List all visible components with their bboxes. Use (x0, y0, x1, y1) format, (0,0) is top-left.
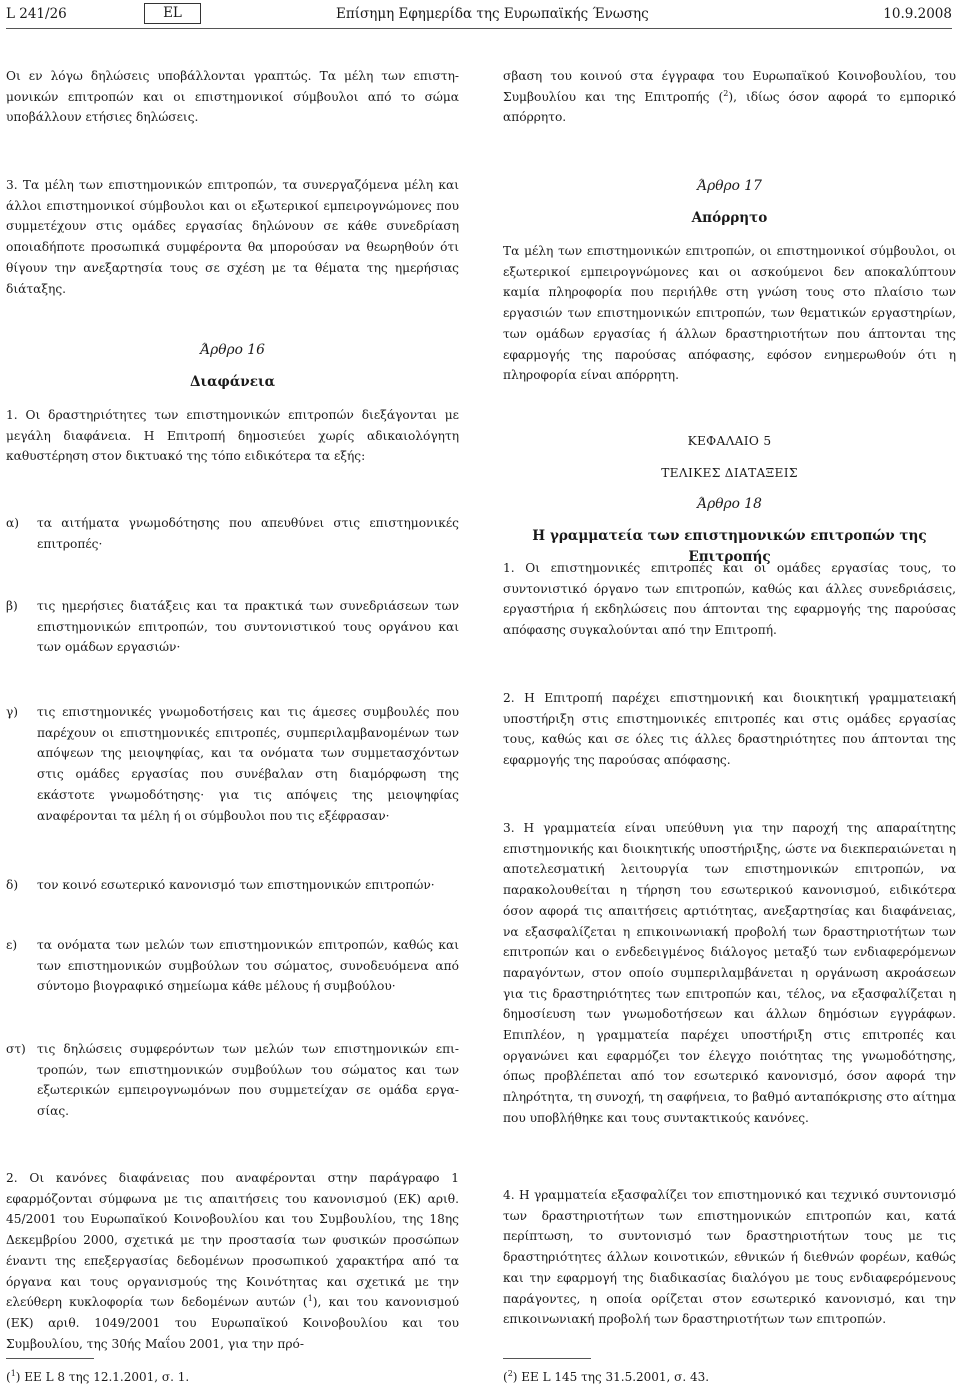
article-18-paragraph-1: 1. Οι επιστημονικές επιτροπές και οι ομάδες εργασίας τους, το συντονιστικό όργανο των επιτροπών, καθώς και άλλες συνεδριάσεις, εργαστήρια ή εκδηλώσεις που άπτονται της εφαρμογής της παρούσας απόφασης συγκαλούνται από την Επιτροπή. (503, 561, 956, 638)
article-18-number: Άρθρο 18 (697, 496, 762, 512)
article-18-paragraph-2: 2. Η Επιτροπή παρέχει επιστημονική και διοικητική γραμματειακή υποστήριξη στις επιστημονικές επιτροπές και στις ομάδες εργασίας τους, καθώς και σε όλες τις άλλες δραστηριότητες που άπτονται της εφαρμογής της παρούσας απόφασης. (503, 691, 956, 768)
article-18-title: Η γραμματεία των επιστημονικών επιτροπών της Επιτροπής (532, 528, 927, 565)
article-16-paragraph-2: 2. Οι κανόνες διαφάνειας που αναφέρονται στην παράγραφο 1 εφαρμόζονται σύμφωνα με τις απαιτήσεις του κανονισμού (ΕΚ) αριθ. 45/2001 του Ευρωπαϊκού Κοινοβουλίου και του Συμβουλίου, της 18ης Δεκεμβρίου 2000, σχετικά με την προστασία των φυσικών προσώπων έναντι της επεξεργασίας δεδομένων προσωπικού χαρακτήρα από τα όργανα και τους οργανισμούς της Κοινότητας και σχετικά με την ελεύθερη κυκλοφορία των δεδομένων αυτών ($^1$), και του κανονισμού (ΕΚ) αριθ. 1049/2001 του Ευρωπαϊκού Κοινοβουλίου και του Συμβουλίου, της 30ής Μαΐου 2001, για την πρό- (6, 1171, 459, 1351)
article-18-paragraph-4: 4. Η γραμματεία εξασφαλίζει τον επιστημονικό και τεχνικό συντονισμό των δραστηριοτήτων των επιστημονικών επιτροπών και, κατά περίπτωση, το συντονισμό των δραστηριοτήτων τους με τις δραστηριότητες άλλων κοινοτικών, εθνικών ή διεθνών φορέων, καθώς και την εφαρμογή της διαδικασίας διαλόγου με τους ενδιαφερόμενους παράγοντες, η οποία ορίζεται στον εσωτερικό κανονισμό, και την επικοινωνιακή προβολή των δραστηριοτήτων των επιτροπών. (503, 1188, 956, 1327)
article-16-title: Διαφάνεια (189, 374, 276, 390)
article-16-number: Άρθρο 16 (200, 342, 265, 358)
publication-date: 10.9.2008 (883, 6, 952, 22)
list-item-text: τα αιτήματα γνωμοδότησης που απευθύνει στις επιστημονικές επιτροπές· (37, 516, 459, 551)
footnote-rule-right (503, 1358, 591, 1359)
list-item-text: τα ονόματα των μελών των επιστημονικών επιτροπών, καθώς και των επιστημονικών συμβούλων του σώματος, συνοδευόμενα από σύντομο βιογραφικό σημείωμα κάθε μέλους ή συμβούλου· (37, 938, 459, 994)
article-18-paragraph-3: 3. Η γραμματεία είναι υπεύθυνη για την παροχή της απαραίτητης επιστημονικής και διοικητικής υποστήριξης, ώστε να διεκπεραιώνεται η αποτελεσματική λειτουργία των επιστημονικών επιτροπών, να παρακολουθείται η τήρηση του εσωτερικού κανονισμού, ειδικότερα όσον αφορά τις απαιτήσεις αρτιότητας, ανεξαρτησίας και διαφάνειας, να εξασφαλίζεται η επικοινωνιακή προβολή των δραστηριοτήτων των επιτροπών και ο ενδεδειγμένος διάλογος μεταξύ των ενδιαφερόμενων παραγόντων, στον οποίο συμπεριλαμβάνεται η οργάνωση ακροάσεων για τις δραστηριότητες των επιτροπών και, τέλος, να εξασφαλίζεται η δημοσίευση των γνωμοδοτήσεων και άλλων δημόσιων εγγράφων. Επιπλέον, η γραμματεία παρέχει υποστήριξη στις επιτροπές και οργανώνει και εφαρμόζει τον έλεγχο ποιότητας της γνωμοδότησης, όπως προβλέπεται από τον εσωτερικό κανονισμό, όσον αφορά την πληρότητα, τη συνοχή, τη σαφήνεια, το βαθμό ανταπόκρισης στο αίτημα που υποβλήθηκε και τους συντακτικούς κανόνες. (503, 821, 956, 1125)
list-item-text: τις επιστημονικές γνωμοδοτήσεις και τις άμεσες συμβουλές που παρέχουν οι επιστημονικές επιτροπές, συμπεριλαμβανομένων των απόψεων της μειοψηφίας, και τα ονόματα των συμμετασχόντων στις ομάδες εργασίας που συνέβαλαν στη διαμόρφωση της εκάστοτε γνωμοδότησης· για τις απόψεις της μειοψηφίας αναφέρονται τα μέλη ή οι σύμβουλοι που τις εξέφρασαν· (37, 705, 459, 823)
footnote-2: ($^2$) EE L 145 της 31.5.2001, σ. 43. (503, 1369, 710, 1384)
language-badge: EL (144, 3, 201, 24)
article-17-number: Άρθρο 17 (697, 178, 762, 194)
header-rule (6, 28, 952, 29)
article-17-paragraph: Τα μέλη των επιστημονικών επιτροπών, οι επιστημονικοί σύμβουλοι, οι εξωτερικοί εμπειρογνώμονες και οι ασκούμενοι δεν αποκαλύπτουν καμία πληροφορία που περιήλθε στη γνώση τους στο πλαίσιο των εργασιών των επιστημονικών επιτροπών, των θεματικών εργαστηρίων, των ομάδων εργασίας ή άλλων δραστηριοτήτων που άπτονται της εφαρμογής της παρούσας απόφασης, εφόσον ενημερωθούν ότι η πληροφορία είναι απόρρητη. (503, 244, 956, 383)
list-item-text: τον κοινό εσωτερικό κανονισμό των επιστημονικών επιτροπών· (37, 878, 435, 892)
list-item-label: α) (6, 516, 19, 530)
footnote-1: ($^1$) EE L 8 της 12.1.2001, σ. 1. (6, 1369, 190, 1384)
page-header (6, 3, 952, 29)
article-15-paragraph-3: 3. Τα μέλη των επιστημονικών επιτροπών, τα συνεργαζόμενα μέλη και άλλοι επιστημονικοί σύμβουλοι και οι εξωτερικοί εμπειρογνώμονες που συμμετέχουν στις ομάδες εργασίας δηλώνουν σε κάθε συνεδρίαση οποιαδήποτε προσωπικά συμφέροντα θα μπορούσαν να θεωρηθούν ότι θίγουν την ανεξαρτησία τους σε σχέση με τα θέματα της ημερήσιας διάταξης. (6, 178, 459, 296)
left-intro-paragraph: Οι εν λόγω δηλώσεις υποβάλλονται γραπτώς. Τα μέλη των επιστημονικών επιτροπών και οι επιστημονικοί σύμβουλοι από το σώμα υποβάλλουν ετήσιες δηλώσεις. (6, 69, 459, 125)
article-16-paragraph-1: 1. Οι δραστηριότητες των επιστημονικών επιτροπών διεξάγονται με μεγάλη διαφάνεια. Η Επιτροπή δημοσιεύει χωρίς αδικαιολόγητη καθυστέρηση στον δικτυακό της τόπο ειδικότερα τα εξής: (6, 408, 459, 464)
footnote-ref-1: 1 (307, 1294, 313, 1304)
footnote-rule-left (6, 1358, 94, 1359)
list-item-text: τις ημερήσιες διατάξεις και τα πρακτικά των συνεδριάσεων των επιστημονικών επιτροπών, του συντονιστικού τους οργάνου και των ομάδων εργασιών· (37, 599, 459, 655)
list-item-label: δ) (6, 878, 19, 892)
footnote-ref-2: 2 (723, 88, 729, 98)
chapter-title: ΤΕΛΙΚΕΣ ΔΙΑΤΑΞΕΙΣ (661, 466, 798, 480)
right-intro-paragraph: σβαση του κοινού στα έγγραφα του Ευρωπαϊκού Κοινοβουλίου, του Συμβουλίου και της Επιτροπής ($^2$), ιδίως όσον αφορά το εμπορικό απόρρητο. (503, 69, 956, 125)
list-item-label: στ) (6, 1042, 26, 1056)
page-number: L 241/26 (6, 6, 67, 22)
list-item-label: β) (6, 599, 18, 613)
list-item-label: ε) (6, 938, 18, 952)
list-item-text: τις δηλώσεις συμφερόντων των μελών των επιστημονικών επιτροπών, των επιστημονικών συμβούλων του σώματος και των εξωτερικών εμπειρογνωμόνων που συμμετείχαν σε ομάδα εργασίας. (37, 1042, 459, 1119)
article-17-title: Απόρρητο (691, 210, 768, 226)
list-item-label: γ) (6, 705, 19, 719)
journal-title: Επίσημη Εφημερίδα της Ευρωπαϊκής Ένωσης (336, 6, 649, 22)
chapter-number: ΚΕΦΑΛΑΙΟ 5 (687, 434, 772, 448)
